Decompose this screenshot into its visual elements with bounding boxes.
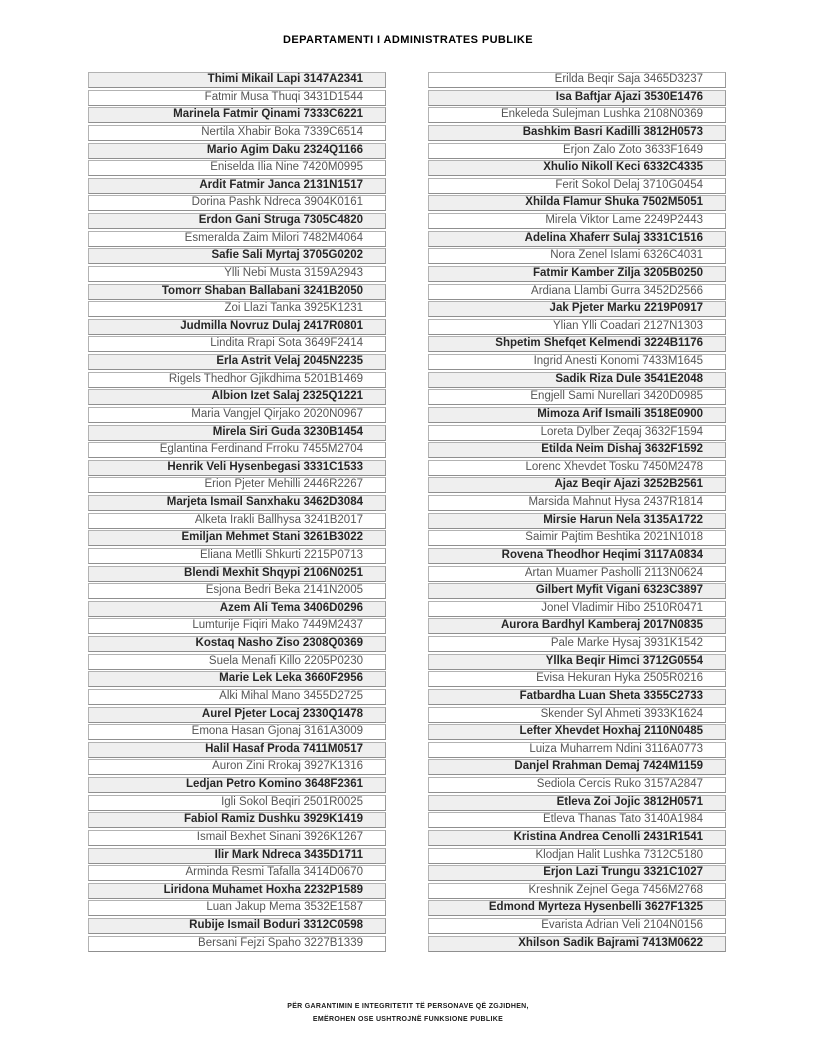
list-item: Marsida Mahnut Hysa 2437R1814 [428,495,726,511]
list-item: Shpetim Shefqet Kelmendi 3224B1176 [428,336,726,352]
list-item: Suela Menafi Killo 2205P0230 [88,654,386,670]
list-item: Rovena Theodhor Heqimi 3117A0834 [428,548,726,564]
list-item: Luiza Muharrem Ndini 3116A0773 [428,742,726,758]
list-item: Lumturije Fiqiri Mako 7449M2437 [88,618,386,634]
list-item: Ferit Sokol Delaj 3710G0454 [428,178,726,194]
list-item: Maria Vangjel Qirjako 2020N0967 [88,407,386,423]
list-item: Sadik Riza Dule 3541E2048 [428,372,726,388]
list-item: Liridona Muhamet Hoxha 2232P1589 [88,883,386,899]
page-footer [0,1000,816,1026]
list-item: Tomorr Shaban Ballabani 3241B2050 [88,284,386,300]
list-item: Erilda Beqir Saja 3465D3237 [428,72,726,88]
list-item: Marie Lek Leka 3660F2956 [88,671,386,687]
list-item: Kristina Andrea Cenolli 2431R1541 [428,830,726,846]
list-item: Isa Baftjar Ajazi 3530E1476 [428,90,726,106]
list-item: Xhilson Sadik Bajrami 7413M0622 [428,936,726,952]
list-item: Enkeleda Sulejman Lushka 2108N0369 [428,107,726,123]
list-item: Kreshnik Zejnel Gega 7456M2768 [428,883,726,899]
list-item: Blendi Mexhit Shqypi 2106N0251 [88,566,386,582]
list-item: Etilda Neim Dishaj 3632F1592 [428,442,726,458]
list-item: Rubije Ismail Boduri 3312C0598 [88,918,386,934]
list-item: Mirsie Harun Nela 3135A1722 [428,513,726,529]
list-item: Aurora Bardhyl Kamberaj 2017N0835 [428,618,726,634]
list-item: Bersani Fejzi Spaho 3227B1339 [88,936,386,952]
list-item: Ylian Ylli Coadari 2127N1303 [428,319,726,335]
list-item: Thimi Mikail Lapi 3147A2341 [88,72,386,88]
list-item: Emiljan Mehmet Stani 3261B3022 [88,530,386,546]
list-item: Nora Zenel Islami 6326C4031 [428,248,726,264]
list-item: Xhulio Nikoll Keci 6332C4335 [428,160,726,176]
list-item: Fatmir Kamber Zilja 3205B0250 [428,266,726,282]
list-item: Emona Hasan Gjonaj 3161A3009 [88,724,386,740]
list-item: Arminda Resmi Tafalla 3414D0670 [88,865,386,881]
list-item: Mirela Siri Guda 3230B1454 [88,425,386,441]
list-item: Igli Sokol Beqiri 2501R0025 [88,795,386,811]
page-title: DEPARTAMENTI I ADMINISTRATES PUBLIKE [283,34,533,46]
list-item: Erla Astrit Velaj 2045N2235 [88,354,386,370]
list-item: Judmilla Novruz Dulaj 2417R0801 [88,319,386,335]
list-item: Zoi Llazi Tanka 3925K1231 [88,301,386,317]
list-item: Henrik Veli Hysenbegasi 3331C1533 [88,460,386,476]
list-item: Erdon Gani Struga 7305C4820 [88,213,386,229]
list-item: Marinela Fatmir Qinami 7333C6221 [88,107,386,123]
list-item: Engjell Sami Nurellari 3420D0985 [428,389,726,405]
list-item: Dorina Pashk Ndreca 3904K0161 [88,195,386,211]
list-item: Marjeta Ismail Sanxhaku 3462D3084 [88,495,386,511]
list-item: Eglantina Ferdinand Frroku 7455M2704 [88,442,386,458]
list-item: Esmeralda Zaim Milori 7482M4064 [88,231,386,247]
list-item: Esjona Bedri Beka 2141N2005 [88,583,386,599]
list-item: Azem Ali Tema 3406D0296 [88,601,386,617]
name-list-column-right [428,72,726,953]
list-item: Erjon Zalo Zoto 3633F1649 [428,143,726,159]
list-item: Fatbardha Luan Sheta 3355C2733 [428,689,726,705]
list-item: Lefter Xhevdet Hoxhaj 2110N0485 [428,724,726,740]
list-item: Loreta Dylber Zeqaj 3632F1594 [428,425,726,441]
footer-line-2: EMËROHEN OSE USHTROJNË FUNKSIONE PUBLIKE [312,1016,504,1023]
list-item: Lorenc Xhevdet Tosku 7450M2478 [428,460,726,476]
list-item: Etleva Thanas Tato 3140A1984 [428,812,726,828]
list-item: Edmond Myrteza Hysenbelli 3627F1325 [428,900,726,916]
list-item: Ilir Mark Ndreca 3435D1711 [88,848,386,864]
list-item: Bashkim Basri Kadilli 3812H0573 [428,125,726,141]
list-item: Ajaz Beqir Ajazi 3252B2561 [428,477,726,493]
list-item: Skender Syl Ahmeti 3933K1624 [428,707,726,723]
list-item: Mimoza Arif Ismaili 3518E0900 [428,407,726,423]
list-item: Saimir Pajtim Beshtika 2021N1018 [428,530,726,546]
list-item: Evisa Hekuran Hyka 2505R0216 [428,671,726,687]
list-item: Eniselda Ilia Nine 7420M0995 [88,160,386,176]
list-item: Kostaq Nasho Ziso 2308Q0369 [88,636,386,652]
list-item: Sediola Cercis Ruko 3157A2847 [428,777,726,793]
list-item: Aurel Pjeter Locaj 2330Q1478 [88,707,386,723]
list-item: Jak Pjeter Marku 2219P0917 [428,301,726,317]
list-item: Jonel Vladimir Hibo 2510R0471 [428,601,726,617]
list-item: Alki Mihal Mano 3455D2725 [88,689,386,705]
list-item: Gilbert Myfit Vigani 6323C3897 [428,583,726,599]
list-item: Yllka Beqir Himci 3712G0554 [428,654,726,670]
list-item: Adelina Xhaferr Sulaj 3331C1516 [428,231,726,247]
list-item: Eliana Metlli Shkurti 2215P0713 [88,548,386,564]
list-item: Lindita Rrapi Sota 3649F2414 [88,336,386,352]
list-item: Ingrid Anesti Konomi 7433M1645 [428,354,726,370]
list-item: Rigels Thedhor Gjikdhima 5201B1469 [88,372,386,388]
footer-line-1: PËR GARANTIMIN E INTEGRITETIT TË PERSONAVE QË ZGJIDHEN, [287,1003,529,1010]
list-item: Danjel Rrahman Demaj 7424M1159 [428,759,726,775]
list-item: Mario Agim Daku 2324Q1166 [88,143,386,159]
list-item: Albion Izet Salaj 2325Q1221 [88,389,386,405]
list-item: Artan Muamer Pasholli 2113N0624 [428,566,726,582]
list-item: Pale Marke Hysaj 3931K1542 [428,636,726,652]
list-item: Ardit Fatmir Janca 2131N1517 [88,178,386,194]
list-item: Luan Jakup Mema 3532E1587 [88,900,386,916]
list-item: Halil Hasaf Proda 7411M0517 [88,742,386,758]
list-item: Ledjan Petro Komino 3648F2361 [88,777,386,793]
list-item: Safie Sali Myrtaj 3705G0202 [88,248,386,264]
list-item: Erjon Lazi Trungu 3321C1027 [428,865,726,881]
list-item: Nertila Xhabir Boka 7339C6514 [88,125,386,141]
list-item: Ylli Nebi Musta 3159A2943 [88,266,386,282]
list-item: Ardiana Llambi Gurra 3452D2566 [428,284,726,300]
list-item: Klodjan Halit Lushka 7312C5180 [428,848,726,864]
list-item: Ismail Bexhet Sinani 3926K1267 [88,830,386,846]
list-item: Mirela Viktor Lame 2249P2443 [428,213,726,229]
list-item: Alketa Irakli Ballhysa 3241B2017 [88,513,386,529]
list-item: Auron Zini Rrokaj 3927K1316 [88,759,386,775]
list-item: Etleva Zoi Jojic 3812H0571 [428,795,726,811]
list-item: Xhilda Flamur Shuka 7502M5051 [428,195,726,211]
list-item: Fatmir Musa Thuqi 3431D1544 [88,90,386,106]
list-item: Erion Pjeter Mehilli 2446R2267 [88,477,386,493]
list-item: Evarista Adrian Veli 2104N0156 [428,918,726,934]
name-list-column-left [88,72,386,953]
list-item: Fabiol Ramiz Dushku 3929K1419 [88,812,386,828]
